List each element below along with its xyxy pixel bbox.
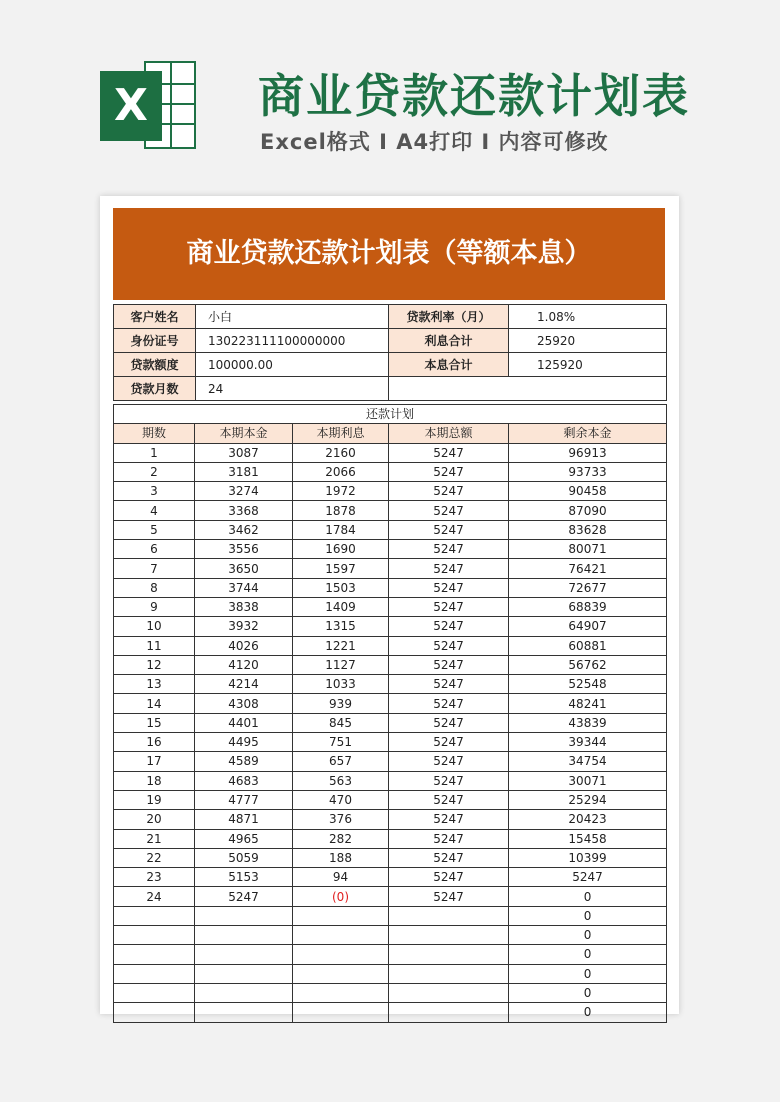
table-cell[interactable]: 5247 <box>389 462 509 481</box>
table-cell[interactable]: 376 <box>293 810 389 829</box>
table-cell[interactable]: 25294 <box>509 790 667 809</box>
table-cell[interactable]: 3462 <box>195 520 293 539</box>
table-cell[interactable]: 4777 <box>195 790 293 809</box>
table-cell[interactable]: 18 <box>114 771 195 790</box>
table-cell[interactable]: 64907 <box>509 617 667 636</box>
table-cell[interactable]: 4495 <box>195 733 293 752</box>
table-cell[interactable]: 24 <box>114 887 195 906</box>
table-cell[interactable] <box>389 945 509 964</box>
table-cell[interactable]: 10399 <box>509 848 667 867</box>
table-cell[interactable]: 845 <box>293 713 389 732</box>
table-cell[interactable] <box>114 964 195 983</box>
banner-subtitle: Excel格式 I A4打印 I 内容可修改 <box>260 130 609 154</box>
table-cell[interactable]: 3932 <box>195 617 293 636</box>
table-cell[interactable]: 5247 <box>389 617 509 636</box>
customer-label: 客户姓名 <box>114 305 196 329</box>
column-header: 本期利息 <box>293 424 389 443</box>
table-cell[interactable] <box>195 926 293 945</box>
table-cell[interactable]: 1127 <box>293 655 389 674</box>
table-cell[interactable]: 96913 <box>509 443 667 462</box>
table-row <box>114 926 667 945</box>
table-cell[interactable]: 2160 <box>293 443 389 462</box>
table-cell[interactable]: 5247 <box>389 713 509 732</box>
table-cell[interactable]: 5247 <box>389 578 509 597</box>
table-row <box>114 733 667 752</box>
table-row <box>114 597 667 616</box>
table-cell[interactable] <box>114 983 195 1002</box>
table-cell[interactable]: 2066 <box>293 462 389 481</box>
table-cell[interactable]: 1315 <box>293 617 389 636</box>
amount-label: 贷款额度 <box>114 353 196 377</box>
table-cell[interactable]: 4308 <box>195 694 293 713</box>
banner-title: 商业贷款还款计划表 <box>258 69 690 123</box>
table-cell[interactable]: 5059 <box>195 848 293 867</box>
table-cell[interactable]: 3 <box>114 482 195 501</box>
table-row <box>114 540 667 559</box>
table-cell[interactable]: 3838 <box>195 597 293 616</box>
table-row <box>114 829 667 848</box>
table-cell[interactable]: 52548 <box>509 675 667 694</box>
table-cell[interactable]: 5247 <box>389 501 509 520</box>
table-cell[interactable]: 17 <box>114 752 195 771</box>
table-cell[interactable]: 282 <box>293 829 389 848</box>
table-cell[interactable]: 5247 <box>389 675 509 694</box>
table-cell[interactable]: 83628 <box>509 520 667 539</box>
amount-value[interactable]: 100000.00 <box>196 353 389 377</box>
table-cell[interactable]: 16 <box>114 733 195 752</box>
table-cell[interactable]: 5247 <box>389 868 509 887</box>
table-cell[interactable]: 94 <box>293 868 389 887</box>
table-cell[interactable]: 1878 <box>293 501 389 520</box>
table-row <box>114 675 667 694</box>
table-cell[interactable]: 5247 <box>389 655 509 674</box>
table-cell[interactable] <box>195 964 293 983</box>
table-cell[interactable] <box>114 926 195 945</box>
table-cell[interactable]: 1690 <box>293 540 389 559</box>
table-cell[interactable]: 14 <box>114 694 195 713</box>
table-cell[interactable]: 87090 <box>509 501 667 520</box>
table-cell[interactable]: 5247 <box>389 790 509 809</box>
table-cell[interactable] <box>195 983 293 1002</box>
table-cell[interactable] <box>389 926 509 945</box>
table-cell[interactable]: 4401 <box>195 713 293 732</box>
id-value[interactable]: 130223111100000000 <box>196 329 389 353</box>
table-cell[interactable]: 76421 <box>509 559 667 578</box>
table-row <box>114 945 667 964</box>
interest-value[interactable]: 25920 <box>509 329 667 353</box>
column-header: 本期本金 <box>195 424 293 443</box>
table-cell[interactable]: 30071 <box>509 771 667 790</box>
table-cell[interactable]: 22 <box>114 848 195 867</box>
table-cell[interactable]: 470 <box>293 790 389 809</box>
table-cell[interactable]: 68839 <box>509 597 667 616</box>
table-cell[interactable]: 1597 <box>293 559 389 578</box>
table-cell[interactable] <box>195 945 293 964</box>
table-cell[interactable]: 2 <box>114 462 195 481</box>
table-cell[interactable]: 4871 <box>195 810 293 829</box>
table-cell[interactable]: 39344 <box>509 733 667 752</box>
table-cell[interactable]: 80071 <box>509 540 667 559</box>
table-cell[interactable]: 43839 <box>509 713 667 732</box>
table-cell[interactable]: 4026 <box>195 636 293 655</box>
schedule-caption: 还款计划 <box>114 405 667 424</box>
table-cell[interactable]: 0 <box>509 1003 667 1022</box>
table-cell[interactable]: 34754 <box>509 752 667 771</box>
table-cell[interactable]: 5247 <box>389 848 509 867</box>
table-cell[interactable]: 72677 <box>509 578 667 597</box>
table-cell[interactable]: 19 <box>114 790 195 809</box>
months-label: 贷款月数 <box>114 377 196 401</box>
customer-value[interactable]: 小白 <box>196 305 389 329</box>
table-row <box>114 964 667 983</box>
table-cell[interactable]: 5247 <box>195 887 293 906</box>
table-cell[interactable]: 939 <box>293 694 389 713</box>
table-cell[interactable]: 0 <box>509 887 667 906</box>
table-cell[interactable]: 7 <box>114 559 195 578</box>
table-cell[interactable]: 5247 <box>389 636 509 655</box>
table-cell[interactable]: 1033 <box>293 675 389 694</box>
table-cell[interactable]: 5247 <box>509 868 667 887</box>
table-cell[interactable] <box>114 906 195 925</box>
table-cell[interactable]: 3087 <box>195 443 293 462</box>
table-cell[interactable]: 5247 <box>389 694 509 713</box>
total-value[interactable]: 125920 <box>509 353 667 377</box>
table-cell[interactable]: 3274 <box>195 482 293 501</box>
table-cell[interactable] <box>195 906 293 925</box>
column-header: 剩余本金 <box>509 424 667 443</box>
column-header: 本期总额 <box>389 424 509 443</box>
rate-value[interactable]: 1.08% <box>509 305 667 329</box>
table-cell[interactable]: 9 <box>114 597 195 616</box>
table-cell[interactable]: 3744 <box>195 578 293 597</box>
table-row <box>114 887 667 906</box>
table-cell[interactable] <box>114 1003 195 1022</box>
table-cell[interactable]: 4965 <box>195 829 293 848</box>
table-cell[interactable]: 0 <box>509 926 667 945</box>
table-cell[interactable]: 10 <box>114 617 195 636</box>
table-cell[interactable]: 11 <box>114 636 195 655</box>
table-cell[interactable]: 15458 <box>509 829 667 848</box>
sheet-title: 商业贷款还款计划表（等额本息） <box>113 208 665 300</box>
table-row <box>114 752 667 771</box>
table-cell[interactable]: 1503 <box>293 578 389 597</box>
repayment-schedule-table <box>113 404 667 1023</box>
table-cell[interactable]: 188 <box>293 848 389 867</box>
banner <box>0 0 780 195</box>
table-cell[interactable]: 90458 <box>509 482 667 501</box>
table-cell[interactable]: 6 <box>114 540 195 559</box>
table-cell[interactable]: 5247 <box>389 597 509 616</box>
table-row <box>114 443 667 462</box>
excel-logo-icon <box>100 57 198 153</box>
table-cell[interactable]: 5247 <box>389 443 509 462</box>
table-cell[interactable] <box>389 964 509 983</box>
table-cell[interactable]: 0 <box>509 945 667 964</box>
table-cell[interactable]: 5247 <box>389 559 509 578</box>
table-cell[interactable]: 0 <box>509 964 667 983</box>
table-cell[interactable] <box>195 1003 293 1022</box>
table-cell[interactable]: 15 <box>114 713 195 732</box>
table-cell[interactable]: 5247 <box>389 733 509 752</box>
table-cell[interactable]: 1409 <box>293 597 389 616</box>
table-cell[interactable]: 20423 <box>509 810 667 829</box>
table-cell[interactable]: 12 <box>114 655 195 674</box>
table-cell[interactable] <box>389 1003 509 1022</box>
table-cell[interactable]: 4589 <box>195 752 293 771</box>
table-cell[interactable]: 20 <box>114 810 195 829</box>
table-row <box>114 520 667 539</box>
table-cell[interactable] <box>293 906 389 925</box>
table-cell[interactable] <box>293 945 389 964</box>
table-cell[interactable]: 93733 <box>509 462 667 481</box>
table-cell[interactable]: (0) <box>293 887 389 906</box>
table-cell[interactable] <box>389 906 509 925</box>
table-cell[interactable]: 3368 <box>195 501 293 520</box>
table-cell[interactable] <box>293 983 389 1002</box>
table-cell[interactable]: 0 <box>509 983 667 1002</box>
table-cell[interactable]: 5247 <box>389 771 509 790</box>
rate-label: 贷款利率（月） <box>389 305 509 329</box>
table-cell[interactable]: 8 <box>114 578 195 597</box>
table-cell[interactable]: 1972 <box>293 482 389 501</box>
table-cell[interactable]: 5 <box>114 520 195 539</box>
table-cell[interactable]: 5247 <box>389 887 509 906</box>
excel-logo-letter: X <box>100 71 162 141</box>
table-cell[interactable]: 5247 <box>389 520 509 539</box>
table-cell[interactable]: 56762 <box>509 655 667 674</box>
table-cell[interactable]: 4120 <box>195 655 293 674</box>
table-row <box>114 790 667 809</box>
table-cell[interactable]: 48241 <box>509 694 667 713</box>
table-cell[interactable]: 4214 <box>195 675 293 694</box>
table-cell[interactable]: 1 <box>114 443 195 462</box>
table-cell[interactable]: 3181 <box>195 462 293 481</box>
table-row <box>114 501 667 520</box>
table-cell[interactable]: 751 <box>293 733 389 752</box>
table-cell[interactable]: 13 <box>114 675 195 694</box>
months-value[interactable]: 24 <box>196 377 389 401</box>
table-row <box>114 559 667 578</box>
table-cell[interactable]: 23 <box>114 868 195 887</box>
column-header: 期数 <box>114 424 195 443</box>
loan-info-table <box>113 304 667 401</box>
table-row <box>114 694 667 713</box>
empty-cell[interactable] <box>389 377 667 401</box>
table-row <box>114 1003 667 1022</box>
table-cell[interactable]: 5247 <box>389 810 509 829</box>
id-label: 身份证号 <box>114 329 196 353</box>
table-cell[interactable]: 563 <box>293 771 389 790</box>
table-cell[interactable]: 3650 <box>195 559 293 578</box>
table-row <box>114 868 667 887</box>
table-cell[interactable]: 4 <box>114 501 195 520</box>
table-cell[interactable] <box>293 926 389 945</box>
table-cell[interactable]: 5247 <box>389 752 509 771</box>
table-cell[interactable]: 1221 <box>293 636 389 655</box>
total-label: 本息合计 <box>389 353 509 377</box>
table-row <box>114 482 667 501</box>
table-cell[interactable]: 657 <box>293 752 389 771</box>
table-row <box>114 713 667 732</box>
table-row <box>114 617 667 636</box>
table-cell[interactable]: 60881 <box>509 636 667 655</box>
table-row <box>114 655 667 674</box>
table-cell[interactable]: 3556 <box>195 540 293 559</box>
table-cell[interactable]: 21 <box>114 829 195 848</box>
table-cell[interactable] <box>114 945 195 964</box>
table-row <box>114 578 667 597</box>
table-cell[interactable] <box>293 1003 389 1022</box>
table-cell[interactable]: 5247 <box>389 482 509 501</box>
table-cell[interactable]: 1784 <box>293 520 389 539</box>
table-row <box>114 462 667 481</box>
table-cell[interactable]: 5153 <box>195 868 293 887</box>
table-cell[interactable] <box>293 964 389 983</box>
table-row <box>114 810 667 829</box>
table-row <box>114 848 667 867</box>
table-cell[interactable]: 5247 <box>389 540 509 559</box>
table-row <box>114 906 667 925</box>
table-row <box>114 983 667 1002</box>
table-row <box>114 771 667 790</box>
table-cell[interactable]: 5247 <box>389 829 509 848</box>
table-cell[interactable]: 4683 <box>195 771 293 790</box>
table-row <box>114 636 667 655</box>
table-cell[interactable]: 0 <box>509 906 667 925</box>
table-cell[interactable] <box>389 983 509 1002</box>
interest-label: 利息合计 <box>389 329 509 353</box>
